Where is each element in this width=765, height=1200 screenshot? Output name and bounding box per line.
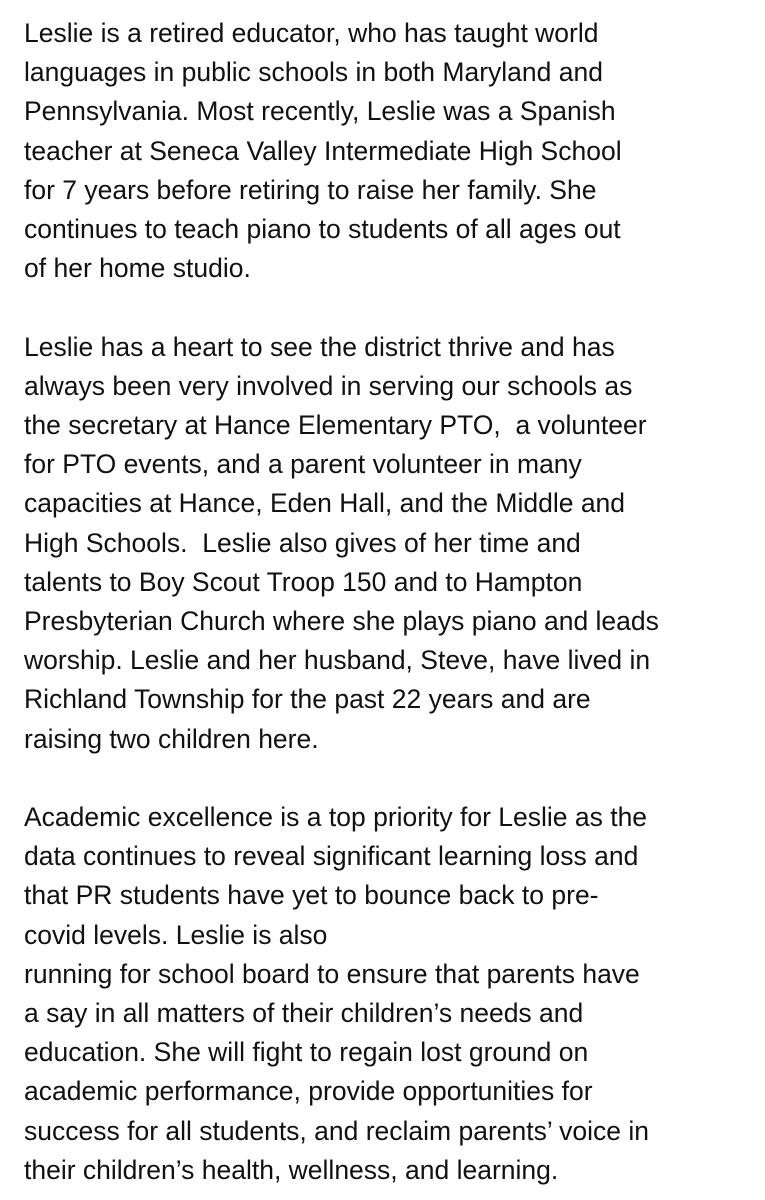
text-line: covid levels. Leslie is also: [24, 919, 328, 950]
text-line: Leslie has a heart to see the district thrive and has: [24, 331, 615, 362]
text-line: their children’s health, wellness, and learning.: [24, 1154, 559, 1185]
text-line: data continues to reveal significant learning loss and: [24, 841, 639, 872]
text-line: of her home studio.: [24, 253, 251, 284]
text-line: talents to Boy Scout Troop 150 and to Hampton: [24, 566, 583, 597]
text-line: for PTO events, and a parent volunteer in many: [24, 449, 582, 480]
text-line: running for school board to ensure that parents have: [24, 958, 640, 989]
text-line: teacher at Seneca Valley Intermediate High School: [24, 135, 622, 166]
text-line: capacities at Hance, Eden Hall, and the Middle and: [24, 488, 626, 519]
text-line: that PR students have yet to bounce back to pre-: [24, 880, 599, 911]
text-line: a say in all matters of their children’s needs and: [24, 998, 584, 1029]
paragraph-involvement: [24, 328, 754, 759]
text-line: for 7 years before retiring to raise her family. She: [24, 174, 597, 205]
text-line: Academic excellence is a top priority for Leslie as the: [24, 802, 648, 833]
paragraph-spacer: [24, 288, 754, 327]
paragraph-background: [24, 14, 754, 288]
note-body: [24, 14, 754, 1190]
text-line: raising two children here.: [24, 723, 319, 754]
text-line: Leslie is a retired educator, who has taught world: [24, 18, 599, 48]
text-line: languages in public schools in both Maryland and: [24, 57, 603, 88]
paragraph-spacer: [24, 759, 754, 798]
text-line: academic performance, provide opportunities for: [24, 1076, 593, 1107]
text-line: Richland Township for the past 22 years and are: [24, 684, 591, 715]
text-line: education. She will fight to regain lost ground on: [24, 1037, 589, 1068]
text-line: success for all students, and reclaim parents’ voice in: [24, 1115, 650, 1146]
text-line: worship. Leslie and her husband, Steve, have lived in: [24, 645, 651, 676]
text-line: always been very involved in serving our schools as: [24, 370, 633, 401]
text-line: Presbyterian Church where she plays piano and leads: [24, 606, 659, 637]
text-line: Pennsylvania. Most recently, Leslie was a Spanish: [24, 96, 616, 127]
text-line: the secretary at Hance Elementary PTO, a volunteer: [24, 410, 647, 441]
text-line: High Schools. Leslie also gives of her time and: [24, 527, 581, 558]
paragraph-priorities: [24, 798, 754, 1190]
text-line: continues to teach piano to students of all ages out: [24, 214, 621, 245]
